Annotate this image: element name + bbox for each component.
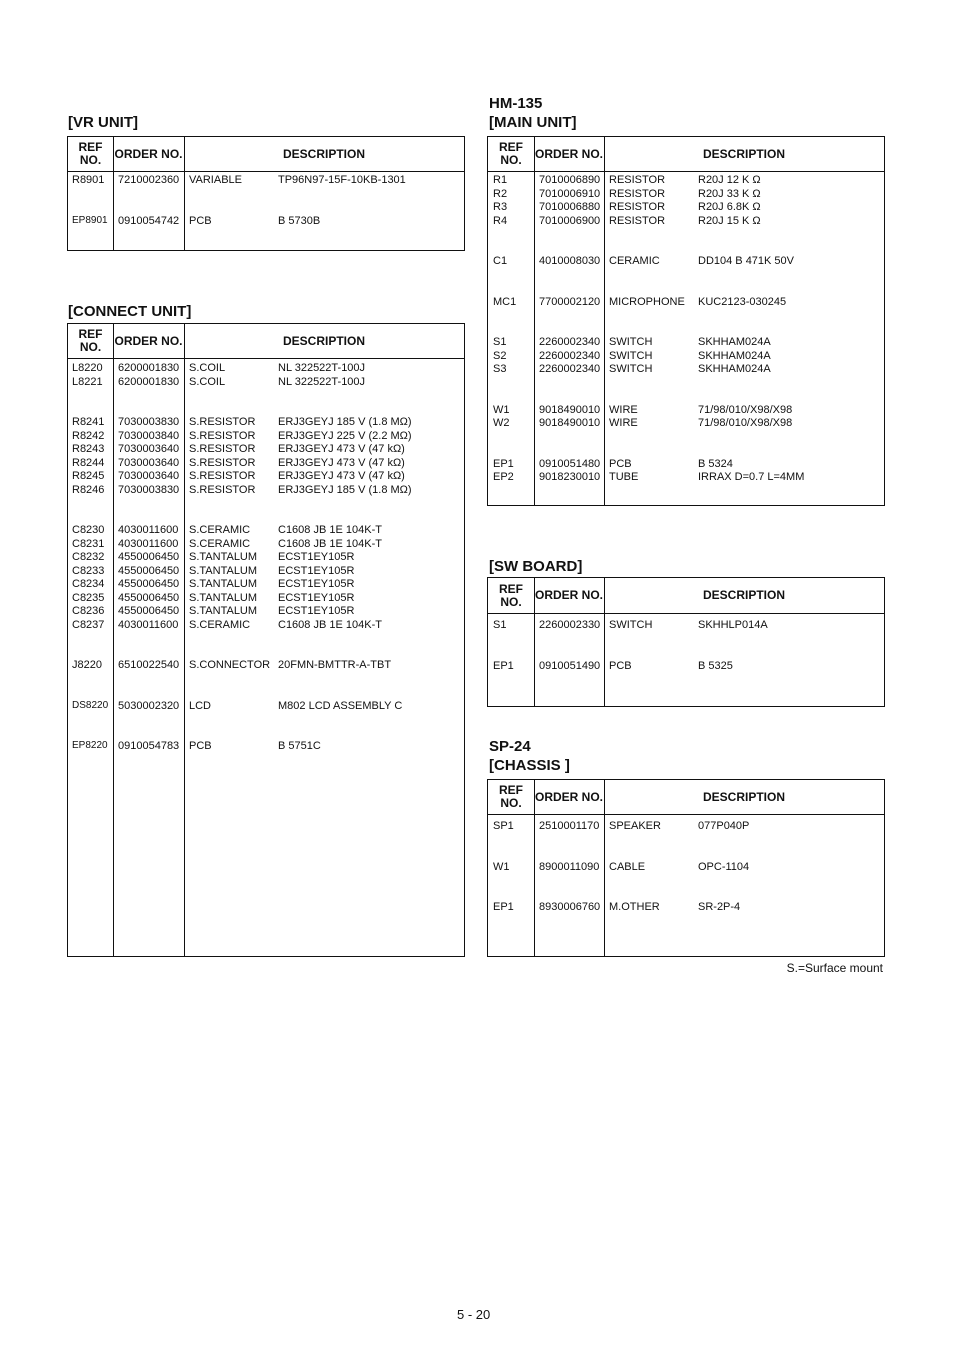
vr-unit-title: [VR UNIT]: [68, 114, 138, 131]
ref-no-cell: EP2: [493, 471, 514, 483]
ref-no-cell: L8220: [72, 362, 103, 374]
part-type-cell: WIRE: [609, 417, 638, 429]
table-row: [488, 173, 884, 187]
part-description-cell: ERJ3GEYJ 225 V (2.2 MΩ): [278, 429, 412, 442]
order-no-cell: 7210002360: [118, 174, 180, 186]
part-description-cell: ECST1EY105R: [278, 605, 355, 617]
table-row: [488, 349, 884, 363]
ref-no-cell: C8233: [72, 564, 105, 577]
order-no-header: ORDER NO.: [114, 333, 183, 348]
ref-no-cell: R8246: [72, 483, 105, 496]
description-header: DESCRIPTION: [702, 146, 785, 161]
ref-no-cell: W1: [493, 860, 510, 873]
part-type-cell: S.COIL: [189, 362, 226, 374]
table-row: [488, 659, 884, 673]
vr-unit-table: [67, 136, 465, 251]
order-no-cell: 6200001830: [118, 375, 180, 388]
part-description-cell: B 5324: [698, 457, 733, 470]
order-no-cell: 9018490010: [539, 403, 601, 416]
part-description-cell: ERJ3GEYJ 185 V (1.8 MΩ): [278, 416, 412, 428]
description-header: DESCRIPTION: [702, 789, 785, 804]
part-description-cell: ECST1EY105R: [278, 564, 355, 577]
ref-no-cell: R8901: [72, 174, 105, 186]
table-row: [488, 618, 884, 632]
ref-no-cell: J8220: [72, 659, 102, 671]
table-row: [488, 187, 884, 201]
table-row: [68, 214, 464, 228]
part-description-cell: SR-2P-4: [698, 901, 741, 913]
chassis-table: [487, 779, 885, 957]
order-no-cell: 0910051480: [539, 457, 601, 470]
ref-no-cell: EP1: [493, 901, 514, 913]
order-no-header: ORDER NO.: [534, 588, 603, 602]
part-description-cell: B 5751C: [278, 740, 321, 752]
table-row: [68, 739, 464, 753]
table-row: [68, 658, 464, 672]
part-type-cell: TUBE: [609, 471, 639, 483]
table-row: [68, 604, 464, 618]
ref-no-header: REF NO.: [78, 140, 103, 167]
table-row: [68, 361, 464, 375]
ref-no-cell: S3: [493, 363, 507, 375]
order-no-cell: 0910051490: [539, 659, 601, 672]
order-no-cell: 8900011090: [539, 860, 600, 873]
part-type-cell: CABLE: [609, 860, 646, 873]
part-type-cell: PCB: [609, 659, 632, 672]
table-row: [68, 415, 464, 429]
table-header: [68, 137, 464, 172]
connect-unit-table: [67, 323, 465, 957]
table-row: [488, 860, 884, 874]
table-row: [488, 819, 884, 833]
part-type-cell: S.CERAMIC: [189, 537, 251, 550]
table-row: [488, 254, 884, 268]
ref-no-cell: C8232: [72, 551, 105, 563]
part-description-cell: ECST1EY105R: [278, 591, 355, 604]
order-no-cell: 2260002340: [539, 349, 601, 362]
order-no-cell: 4550006450: [118, 578, 180, 590]
part-type-cell: LCD: [189, 699, 212, 712]
order-no-cell: 2260002340: [539, 336, 601, 348]
table-row: [68, 375, 464, 389]
order-no-cell: 7010006880: [539, 201, 601, 213]
table-row: [68, 550, 464, 564]
ref-no-cell: R3: [493, 201, 508, 213]
part-type-cell: SWITCH: [609, 336, 653, 348]
ref-no-cell: MC1: [493, 295, 517, 308]
order-no-cell: 0910054742: [118, 214, 180, 227]
part-description-cell: 71/98/010/X98/X98: [698, 417, 793, 429]
part-description-cell: R20J 15 K Ω: [698, 214, 761, 227]
table-row: [68, 591, 464, 605]
part-type-cell: PCB: [189, 740, 212, 752]
ref-no-cell: C8236: [72, 605, 105, 617]
part-type-cell: CERAMIC: [609, 255, 660, 267]
ref-no-cell: DS8220: [72, 699, 109, 711]
ref-no-cell: R4: [493, 214, 508, 227]
table-row: [488, 214, 884, 228]
part-type-cell: WIRE: [609, 403, 638, 416]
ref-no-cell: S1: [493, 336, 507, 348]
table-row: [488, 403, 884, 417]
part-description-cell: NL 322522T-100J: [278, 375, 366, 388]
order-no-cell: 4550006450: [118, 564, 180, 577]
part-type-cell: S.TANTALUM: [189, 605, 258, 617]
part-description-cell: DD104 B 471K 50V: [698, 255, 795, 267]
part-description-cell: IRRAX D=0.7 L=4MM: [698, 471, 805, 483]
ref-no-cell: EP8220: [72, 740, 108, 751]
order-no-cell: 9018490010: [539, 417, 601, 429]
part-description-cell: 71/98/010/X98/X98: [698, 403, 793, 416]
part-description-cell: C1608 JB 1E 104K-T: [278, 537, 382, 550]
table-row: [488, 295, 884, 309]
table-row: [488, 362, 884, 376]
ref-no-header: REF NO.: [78, 327, 103, 354]
part-description-cell: SKHHAM024A: [698, 349, 771, 362]
sw-board-title: [SW BOARD]: [489, 558, 583, 575]
part-type-cell: M.OTHER: [609, 901, 660, 913]
order-no-cell: 4030011600: [118, 537, 179, 550]
order-no-cell: 7030003640: [118, 443, 180, 455]
order-no-cell: 4550006450: [118, 605, 180, 617]
table-header: [488, 780, 884, 815]
table-row: [68, 618, 464, 632]
ref-no-cell: R8245: [72, 470, 105, 482]
part-description-cell: ERJ3GEYJ 473 V (47 kΩ): [278, 443, 405, 455]
order-no-cell: 4010008030: [539, 255, 601, 267]
ref-no-header: REF NO.: [499, 783, 523, 810]
order-no-cell: 6200001830: [118, 362, 180, 374]
part-description-cell: 077P040P: [698, 820, 750, 832]
order-no-cell: 4030011600: [118, 618, 179, 631]
ref-no-cell: L8221: [72, 375, 103, 388]
order-no-header: ORDER NO.: [534, 146, 603, 161]
ref-no-cell: W1: [493, 403, 510, 416]
order-no-header: ORDER NO.: [114, 146, 183, 161]
description-header: DESCRIPTION: [282, 146, 365, 161]
table-row: [488, 200, 884, 214]
part-description-cell: B 5325: [698, 659, 733, 672]
part-type-cell: MICROPHONE: [609, 295, 685, 308]
order-no-cell: 8930006760: [539, 901, 601, 913]
table-row: [68, 429, 464, 443]
part-description-cell: ECST1EY105R: [278, 551, 355, 563]
part-type-cell: SWITCH: [609, 349, 653, 362]
part-description-cell: SKHHLP014A: [698, 619, 768, 631]
order-no-cell: 7030003640: [118, 456, 180, 469]
part-type-cell: S.TANTALUM: [189, 564, 258, 577]
table-row: [488, 457, 884, 471]
part-type-cell: S.TANTALUM: [189, 578, 258, 590]
part-description-cell: B 5730B: [278, 214, 321, 227]
ref-no-cell: R8242: [72, 429, 105, 442]
order-no-cell: 7010006890: [539, 174, 601, 186]
table-row: [488, 470, 884, 484]
part-type-cell: S.RESISTOR: [189, 483, 256, 496]
ref-no-cell: EP1: [493, 457, 514, 470]
order-no-cell: 4550006450: [118, 591, 180, 604]
ref-no-cell: C8237: [72, 618, 105, 631]
part-description-cell: M802 LCD ASSEMBLY C: [278, 699, 403, 712]
order-no-cell: 7030003840: [118, 429, 180, 442]
table-header: [488, 578, 884, 614]
table-row: [68, 456, 464, 470]
table-row: [68, 442, 464, 456]
ref-no-cell: SP1: [493, 820, 514, 832]
part-description-cell: C1608 JB 1E 104K-T: [278, 524, 382, 536]
ref-no-cell: S2: [493, 349, 507, 362]
part-description-cell: SKHHAM024A: [698, 363, 771, 375]
part-description-cell: ERJ3GEYJ 473 V (47 kΩ): [278, 456, 405, 469]
part-type-cell: S.RESISTOR: [189, 429, 256, 442]
part-description-cell: R20J 6.8K Ω: [698, 201, 761, 213]
part-type-cell: RESISTOR: [609, 201, 666, 213]
order-no-cell: 2260002340: [539, 363, 601, 375]
description-header: DESCRIPTION: [702, 588, 785, 602]
order-no-cell: 7010006910: [539, 187, 601, 200]
ref-no-cell: C8231: [72, 537, 105, 550]
order-no-cell: 7030003830: [118, 483, 180, 496]
sw-board-table: [487, 577, 885, 707]
part-type-cell: S.RESISTOR: [189, 456, 256, 469]
part-description-cell: ECST1EY105R: [278, 578, 355, 590]
part-description-cell: NL 322522T-100J: [278, 362, 366, 374]
order-no-header: ORDER NO.: [534, 789, 603, 804]
part-type-cell: S.RESISTOR: [189, 470, 256, 482]
ref-no-cell: W2: [493, 417, 510, 429]
part-type-cell: RESISTOR: [609, 187, 666, 200]
chassis-title: [CHASSIS ]: [489, 757, 570, 774]
part-description-cell: SKHHAM024A: [698, 336, 771, 348]
main-unit-table: [487, 136, 885, 506]
order-no-cell: 4030011600: [118, 524, 179, 536]
order-no-cell: 5030002320: [118, 699, 180, 712]
part-description-cell: ERJ3GEYJ 473 V (47 kΩ): [278, 470, 405, 482]
order-no-cell: 7700002120: [539, 295, 601, 308]
chassis-model: SP-24: [489, 738, 531, 755]
main-unit-title: [MAIN UNIT]: [489, 114, 577, 131]
ref-no-cell: R1: [493, 174, 508, 186]
part-description-cell: OPC-1104: [698, 860, 750, 873]
part-type-cell: RESISTOR: [609, 214, 666, 227]
part-description-cell: 20FMN-BMTTR-A-TBT: [278, 659, 392, 671]
ref-no-cell: EP1: [493, 659, 514, 672]
ref-no-cell: R2: [493, 187, 508, 200]
table-row: [68, 523, 464, 537]
order-no-cell: 9018230010: [539, 471, 601, 483]
part-description-cell: R20J 33 K Ω: [698, 187, 761, 200]
part-type-cell: S.CERAMIC: [189, 618, 251, 631]
part-type-cell: VARIABLE: [189, 174, 242, 186]
part-description-cell: KUC2123-030245: [698, 295, 787, 308]
order-no-cell: 4550006450: [118, 551, 180, 563]
table-header: [488, 137, 884, 172]
ref-no-cell: R8241: [72, 416, 105, 428]
part-type-cell: S.RESISTOR: [189, 416, 256, 428]
ref-no-header: REF NO.: [499, 581, 523, 609]
order-no-cell: 7010006900: [539, 214, 601, 227]
part-description-cell: R20J 12 K Ω: [698, 174, 761, 186]
table-row: [488, 335, 884, 349]
part-type-cell: PCB: [189, 214, 212, 227]
part-type-cell: S.RESISTOR: [189, 443, 256, 455]
part-type-cell: S.TANTALUM: [189, 551, 258, 563]
part-description-cell: TP96N97-15F-10KB-1301: [278, 174, 406, 186]
part-type-cell: S.COIL: [189, 375, 226, 388]
ref-no-cell: C8235: [72, 591, 105, 604]
part-type-cell: S.CONNECTOR: [189, 659, 271, 671]
surface-mount-note: S.=Surface mount: [786, 961, 883, 975]
part-type-cell: PCB: [609, 457, 632, 470]
part-type-cell: SWITCH: [609, 363, 653, 375]
table-row: [488, 900, 884, 914]
order-no-cell: 7030003640: [118, 470, 180, 482]
part-type-cell: SWITCH: [609, 619, 653, 631]
ref-no-cell: C8234: [72, 578, 105, 590]
ref-no-header: REF NO.: [499, 140, 523, 167]
ref-no-cell: R8243: [72, 443, 105, 455]
ref-no-cell: C1: [493, 255, 508, 267]
part-type-cell: RESISTOR: [609, 174, 666, 186]
order-no-cell: 6510022540: [118, 659, 180, 671]
part-type-cell: S.TANTALUM: [189, 591, 258, 604]
ref-no-cell: C8230: [72, 524, 105, 536]
table-row: [68, 699, 464, 713]
ref-no-cell: S1: [493, 619, 507, 631]
order-no-cell: 2260002330: [539, 619, 601, 631]
table-row: [68, 537, 464, 551]
table-row: [68, 564, 464, 578]
page-number: 5 - 20: [457, 1307, 491, 1322]
order-no-cell: 7030003830: [118, 416, 180, 428]
order-no-cell: 0910054783: [118, 740, 180, 752]
table-row: [68, 483, 464, 497]
order-no-cell: 2510001170: [539, 820, 600, 832]
table-row: [68, 469, 464, 483]
table-header: [68, 324, 464, 359]
part-type-cell: SPEAKER: [609, 820, 661, 832]
part-type-cell: S.CERAMIC: [189, 524, 251, 536]
ref-no-cell: EP8901: [72, 214, 108, 226]
ref-no-cell: R8244: [72, 456, 105, 469]
connect-unit-title: [CONNECT UNIT]: [68, 303, 192, 320]
table-row: [68, 577, 464, 591]
main-unit-model: HM-135: [489, 95, 543, 112]
description-header: DESCRIPTION: [282, 333, 365, 348]
part-description-cell: C1608 JB 1E 104K-T: [278, 618, 382, 631]
table-row: [488, 416, 884, 430]
part-description-cell: ERJ3GEYJ 185 V (1.8 MΩ): [278, 483, 412, 496]
table-row: [68, 173, 464, 187]
